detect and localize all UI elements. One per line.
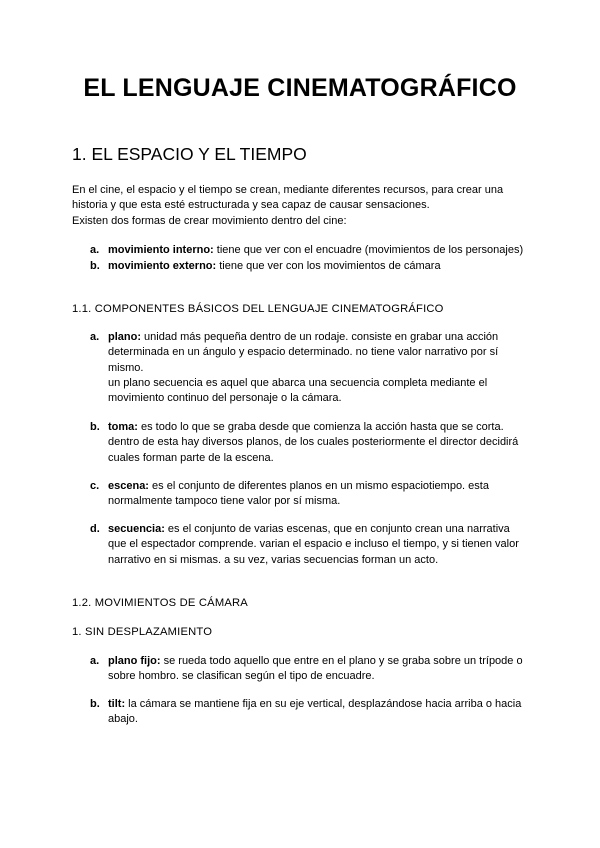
list-marker: b. [90, 698, 100, 710]
list-item [90, 259, 540, 274]
list-text: se rueda todo aquello que entre en el plano y se graba sobre un trípode o [160, 655, 523, 667]
list-term: escena: [108, 480, 149, 492]
list-term: plano fijo: [108, 655, 161, 667]
list-text: es el conjunto de varias escenas, que en conjunto crean una narrativa [164, 523, 510, 535]
list-term: toma: [108, 421, 138, 433]
subsection-heading-componentes: 1.1. COMPONENTES BÁSICOS DEL LENGUAJE CINEMATOGRÁFICO [72, 303, 444, 315]
list-text: mismo. [108, 361, 144, 374]
document-title: EL LENGUAJE CINEMATOGRÁFICO [83, 74, 517, 102]
subsection-heading-movimientos: 1.2. MOVIMIENTOS DE CÁMARA [72, 597, 248, 609]
list-term: movimiento externo: [108, 260, 217, 272]
list-text: movimiento continuo del personaje o la cámara. [108, 392, 342, 405]
list-item [90, 420, 540, 466]
list-text: unidad más pequeña dentro de un rodaje. consiste en grabar una acción [141, 331, 499, 343]
list-marker: b. [90, 421, 100, 433]
list-text: dentro de esta hay diversos planos, de los cuales posteriormente el director decidirá [108, 436, 519, 449]
list-text: es el conjunto de diferentes planos en un mismo espaciotiempo. esta [148, 480, 489, 492]
list-text: abajo. [108, 713, 138, 726]
intro-line: En el cine, el espacio y el tiempo se crean, mediante diferentes recursos, para crear una [72, 184, 504, 196]
list-text: tiene que ver con los movimientos de cámara [216, 260, 441, 272]
list-text: la cámara se mantiene fija en su eje vertical, desplazándose hacia arriba o hacia [125, 698, 522, 710]
list-marker: d. [90, 523, 100, 535]
intro-paragraph [72, 183, 542, 229]
intro-line: historia y que esta esté estructurada y sea capaz de causar sensaciones. [72, 199, 430, 212]
list-text: sobre hombro. se clasifican según el tipo de encuadre. [108, 670, 375, 683]
subsection-heading-sin-desplazamiento: 1. SIN DESPLAZAMIENTO [72, 626, 213, 638]
list-text: que el espectador comprende. varian el espacio e incluso el tiempo, y si tienen valor [108, 538, 519, 551]
list-marker: a. [90, 655, 100, 667]
list-marker: a. [90, 331, 100, 343]
section-heading-espacio-tiempo: 1. EL ESPACIO Y EL TIEMPO [72, 144, 307, 164]
list-marker: b. [90, 260, 100, 272]
list-item [90, 243, 540, 258]
list-marker: a. [90, 244, 100, 256]
list-term: movimiento interno: [108, 244, 214, 256]
list-item [90, 330, 540, 406]
list-text: un plano secuencia es aquel que abarca una secuencia completa mediante el [108, 376, 488, 389]
list-item [90, 654, 540, 685]
list-item [90, 697, 540, 728]
list-term: tilt: [108, 698, 126, 710]
list-text: normalmente tampoco tiene valor por sí misma. [108, 495, 341, 508]
list-term: plano: [108, 331, 141, 343]
list-text: tiene que ver con el encuadre (movimientos de los personajes) [213, 244, 524, 256]
list-term: secuencia: [108, 523, 165, 535]
list-text: cuales forman parte de la escena. [108, 451, 274, 464]
list-marker: c. [90, 480, 100, 492]
list-text: determinada en un ángulo y espacio determinado. no tiene valor narrativo por sí [108, 346, 499, 359]
list-item [90, 479, 540, 510]
list-text: es todo lo que se graba desde que comienza la acción hasta que se corta. [137, 421, 504, 433]
list-item [90, 522, 540, 568]
list-text: narrativo en si mismas. a su vez, varias secuencias forman un acto. [108, 553, 439, 566]
intro-line: Existen dos formas de crear movimiento dentro del cine: [72, 214, 347, 227]
